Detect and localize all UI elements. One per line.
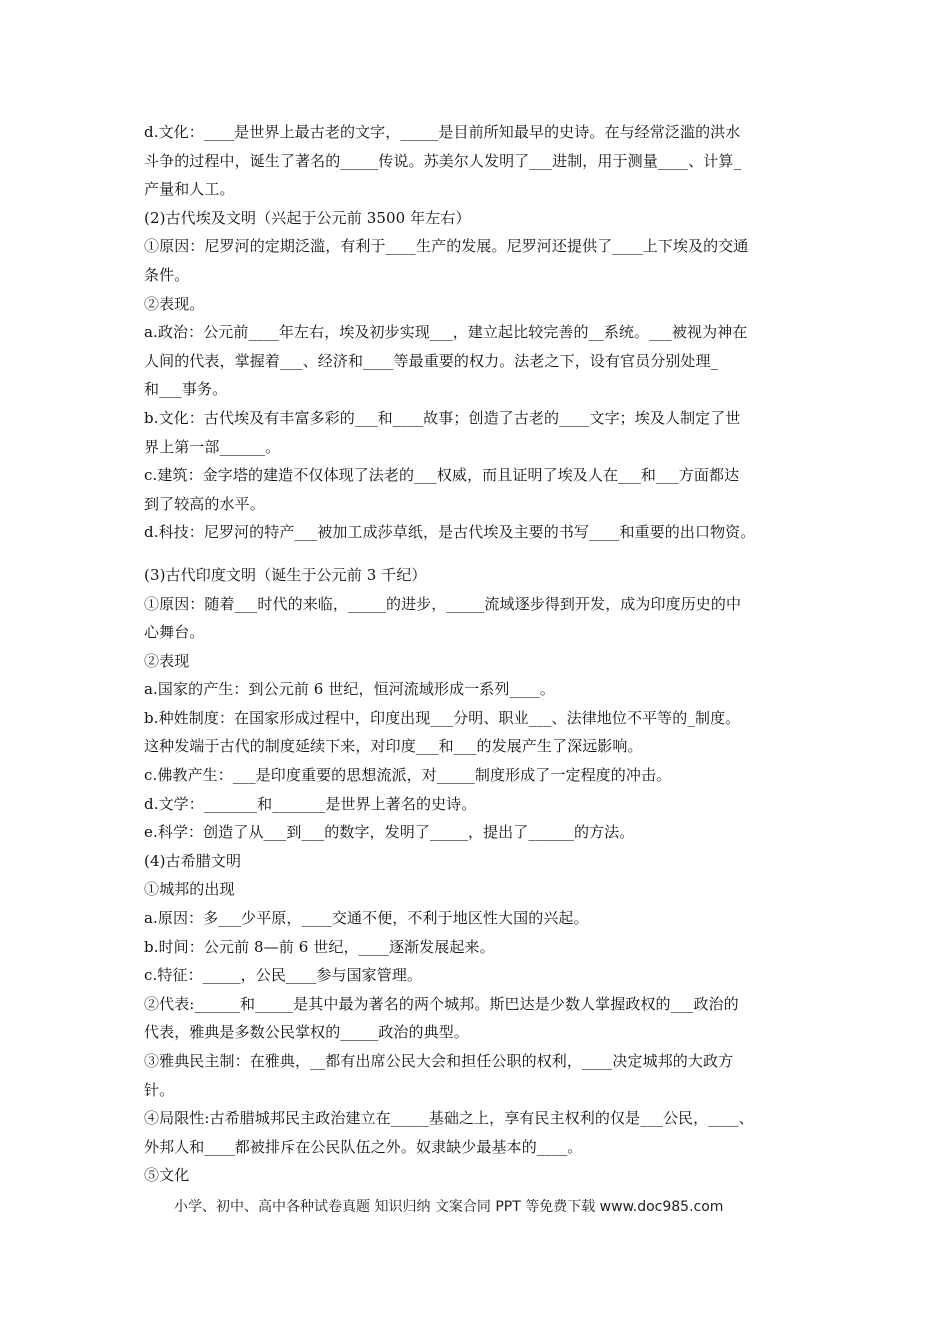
footer-note: 小学、初中、高中各种试卷真题 知识归纳 文案合同 PPT 等免费下载 www.doc985.com [174, 1199, 724, 1215]
text-line: b.种姓制度：在国家形成过程中，印度出现___分明、职业___、法律地位不平等的_制度。 [144, 708, 741, 727]
section-heading-greece: (4)古希腊文明 [144, 851, 242, 870]
text-line: a.国家的产生：到公元前 6 世纪，恒河流域形成一系列____。 [144, 680, 555, 699]
text-line: b.文化：古代埃及有丰富多彩的___和____故事；创造了古老的____文字；埃及人制定了世 [144, 408, 741, 427]
text-line: ②表现。 [144, 294, 205, 313]
text-line: ③雅典民主制：在雅典，__都有出席公民大会和担任公职的权利，____决定城邦的大政方 [144, 1052, 734, 1070]
text-line: 这种发端于古代的制度延续下来，对印度___和___的发展产生了深远影响。 [144, 737, 643, 756]
text-line: ②代表:______和_____是其中最为著名的两个城邦。斯巴达是少数人掌握政权的___政治的 [144, 994, 739, 1013]
section-heading-egypt: (2)古代埃及文明（兴起于公元前 3500 年左右） [144, 208, 471, 227]
text-line: d.科技：尼罗河的特产___被加工成莎草纸，是古代埃及主要的书写____和重要的出口物资。 [144, 523, 756, 542]
text-line: e.科学：创造了从___到___的数字，发明了_____，提出了______的方法。 [144, 823, 635, 842]
text-line: ②表现 [144, 651, 190, 670]
text-line: d.文学：_______和_______是世界上著名的史诗。 [144, 794, 477, 813]
document-body [144, 118, 819, 1190]
text-line: ①城邦的出现 [144, 880, 235, 899]
text-line: 和___事务。 [144, 380, 228, 399]
text-line: b.时间：公元前 8—前 6 世纪，____逐渐发展起来。 [144, 937, 495, 956]
text-line: ①原因：随着___时代的来临，_____的进步，_____流域逐步得到开发，成为印度历史的中 [144, 594, 742, 613]
text-line: 产量和人工。 [144, 180, 235, 199]
text-line: 条件。 [144, 265, 190, 284]
text-line: d.文化：____是世界上最古老的文字，_____是目前所知最早的史诗。在与经常泛滥的洪水 [144, 123, 741, 141]
text-line: 人间的代表，掌握着___、经济和____等最重要的权力。法老之下，设有官员分别处理_ [144, 351, 719, 370]
text-line: ⑤文化 [144, 1166, 190, 1185]
text-line: 外邦人和____都被排斥在公民队伍之外。奴隶缺少最基本的____。 [144, 1137, 583, 1156]
text-line: 针。 [144, 1080, 175, 1099]
text-line: 到了较高的水平。 [144, 494, 265, 513]
text-line: 心舞台。 [144, 623, 205, 642]
text-line: c.特征：_____，公民____参与国家管理。 [144, 966, 423, 985]
text-line: 斗争的过程中，诞生了著名的_____传说。苏美尔人发明了___进制，用于测量____、计算_ [144, 151, 742, 170]
text-line: a.原因：多___少平原，____交通不便，不利于地区性大国的兴起。 [144, 909, 589, 928]
text-line: a.政治：公元前____年左右，埃及初步实现___，建立起比较完善的__系统。___被视为神在 [144, 323, 748, 342]
text-line: c.佛教产生：___是印度重要的思想流派，对_____制度形成了一定程度的冲击。 [144, 766, 672, 785]
text-line: 界上第一部______。 [144, 437, 281, 456]
text-line: ④局限性:古希腊城邦民主政治建立在_____基础之上，享有民主权利的仅是___公民，____、 [144, 1109, 754, 1128]
text-line: c.建筑：金字塔的建造不仅体现了法老的___权威，而且证明了埃及人在___和___方面都达 [144, 466, 740, 485]
text-line: ①原因：尼罗河的定期泛滥，有利于____生产的发展。尼罗河还提供了____上下埃及的交通 [144, 237, 749, 256]
section-heading-india: (3)古代印度文明（诞生于公元前 3 千纪） [144, 565, 427, 584]
text-line: 代表，雅典是多数公民掌权的_____政治的典型。 [144, 1023, 469, 1042]
